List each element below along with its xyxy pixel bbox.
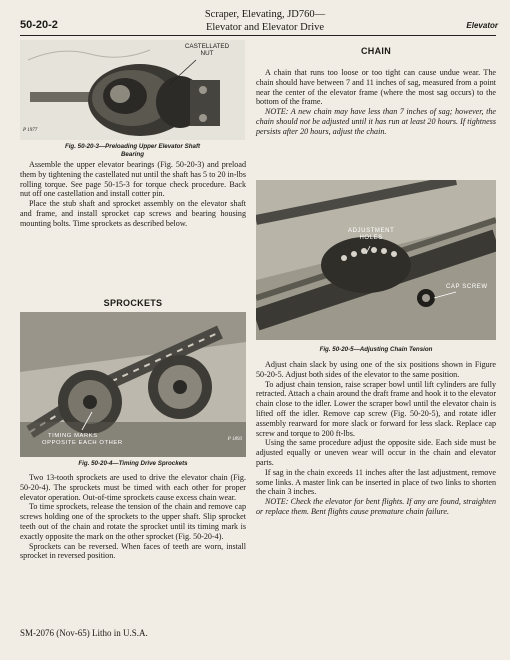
fig5-caption: Fig. 50-20-5—Adjusting Chain Tension — [319, 346, 433, 353]
page-title — [150, 8, 380, 34]
page-title-line2: Elevator and Elevator Drive — [205, 22, 325, 33]
note-new-chain: NOTE: A new chain may have less than 7 inches of sag; however, the chain should not be adjusted until it has run at least 20 hours. If tightness persists after 20 hours, adjust the chain. — [256, 107, 496, 136]
fig5-label-adj-line2: HOLES — [359, 235, 383, 241]
fig3-caption-line1: Fig. 50-20-3—Preloading Upper Elevator Shaft — [64, 143, 201, 150]
right-text-block-1 — [256, 68, 496, 137]
paragraph-reverse-sprockets: Sprockets can be reversed. When faces of teeth are worn, install sprocket in reversed position. — [20, 541, 246, 561]
fig5-adjustment-holes-label — [348, 228, 394, 242]
fig3-caption — [20, 143, 245, 159]
page-title-line1: Scraper, Elevating, JD760— — [204, 9, 326, 20]
paragraph-chain-sag: A chain that runs too loose or too tight can cause undue wear. The chain should have between 7 and 11 inches of sag, measured from a point near the center of the elevator frame (where the most sag occurs) to the bottom of the frame. — [256, 68, 496, 107]
fig3-caption-line2: Bearing — [120, 151, 145, 158]
fig4-label-line1: TIMING MARKS — [48, 433, 98, 439]
left-text-block-1 — [20, 160, 246, 229]
fig3-castellated-nut-label: CASTELLATED NUT — [182, 43, 232, 57]
paragraph-remove-links: If sag in the chain exceeds 11 inches after the last adjustment, remove some links. A master link can be inserted in place of two links to shorten the chain 3 inches. — [256, 467, 496, 497]
paragraph-adjust-tension: To adjust chain tension, raise scraper bowl until lift cylinders are fully retracted. Attach a chain around the draft frame and hook it to the elevator chain close to the idler. Lower the scraper bowl until the elevator chain is lifted off the idler. Remove cap screw (Fig. 50-20-5), and rotate idler assembly rearward for more slack or forward for less slack. Replace cap screw and torque to 200 ft-lbs. — [256, 379, 497, 438]
page-number: 50-20-2 — [20, 19, 58, 31]
header-rule — [20, 35, 496, 36]
heading-sprockets: SPROCKETS — [103, 298, 163, 308]
fig4-plate-id: P 1893 — [227, 437, 242, 442]
heading-chain: CHAIN — [361, 46, 391, 56]
fig5-cap-screw-label: CAP SCREW — [446, 284, 488, 290]
paragraph-bearing-preload: Assemble the upper elevator bearings (Fig. 50-20-3) and preload them by tightening the castellated nut until the shaft has 5 to 20 in-lbs rolling torque. See page 50-15-3 for torque check procedure. Back nut off one castellation and install cotter pin. — [20, 160, 246, 199]
paragraph-time-sprockets: To time sprockets, release the tension of the chain and remove cap screws holding one of the sprockets to the upper shaft. Slip sprocket teeth out of the chain and rotate the sprocket until its timing mark is exactly opposite the mark on the other sprocket (Fig. 50-20-4). — [20, 502, 246, 541]
right-text-block-2 — [256, 360, 496, 517]
section-tag: Elevator — [466, 21, 498, 30]
figure-sprockets-photo — [20, 312, 246, 457]
left-text-block-2 — [20, 473, 246, 561]
paragraph-opposite-side: Using the same procedure adjust the opposite side. Each side must be adjusted equally or uneven wear will occur in the chain and elevator parts. — [256, 438, 496, 467]
fig4-caption: Fig. 50-20-4—Timing Drive Sprockets — [78, 460, 188, 467]
fig4-timing-marks-label — [42, 433, 123, 447]
paragraph-adjust-slack: Adjust chain slack by using one of the six positions shown in Figure 50-20-5. Adjust both sides of the elevator to the same position. — [256, 360, 496, 379]
figure-bearing-photo — [20, 40, 245, 140]
fig3-plate-id: P 1977 — [23, 128, 38, 133]
note-bent-flights: NOTE: Check the elevator for bent flights. If any are found, straighten or replace them. Bent flights cause premature chain failure. — [256, 497, 496, 516]
paragraph-two-sprockets: Two 13-tooth sprockets are used to drive the elevator chain (Fig. 50-20-4). The sprockets must be timed with each other for proper elevator operation. Out-of-time sprockets cause excess chain wear. — [20, 473, 246, 502]
fig4-label-line2: OPPOSITE EACH OTHER — [42, 440, 123, 446]
paragraph-stub-shaft: Place the stub shaft and sprocket assembly on the elevator shaft and frame, and install sprocket cap screws and bearing housing mounting bolts. Time sprockets as described below. — [20, 199, 246, 228]
footer-code: SM-2076 (Nov-65) Litho in U.S.A. — [20, 628, 148, 638]
fig5-label-adj-line1: ADJUSTMENT — [348, 228, 395, 234]
figure-chain-tension-photo — [256, 180, 496, 340]
